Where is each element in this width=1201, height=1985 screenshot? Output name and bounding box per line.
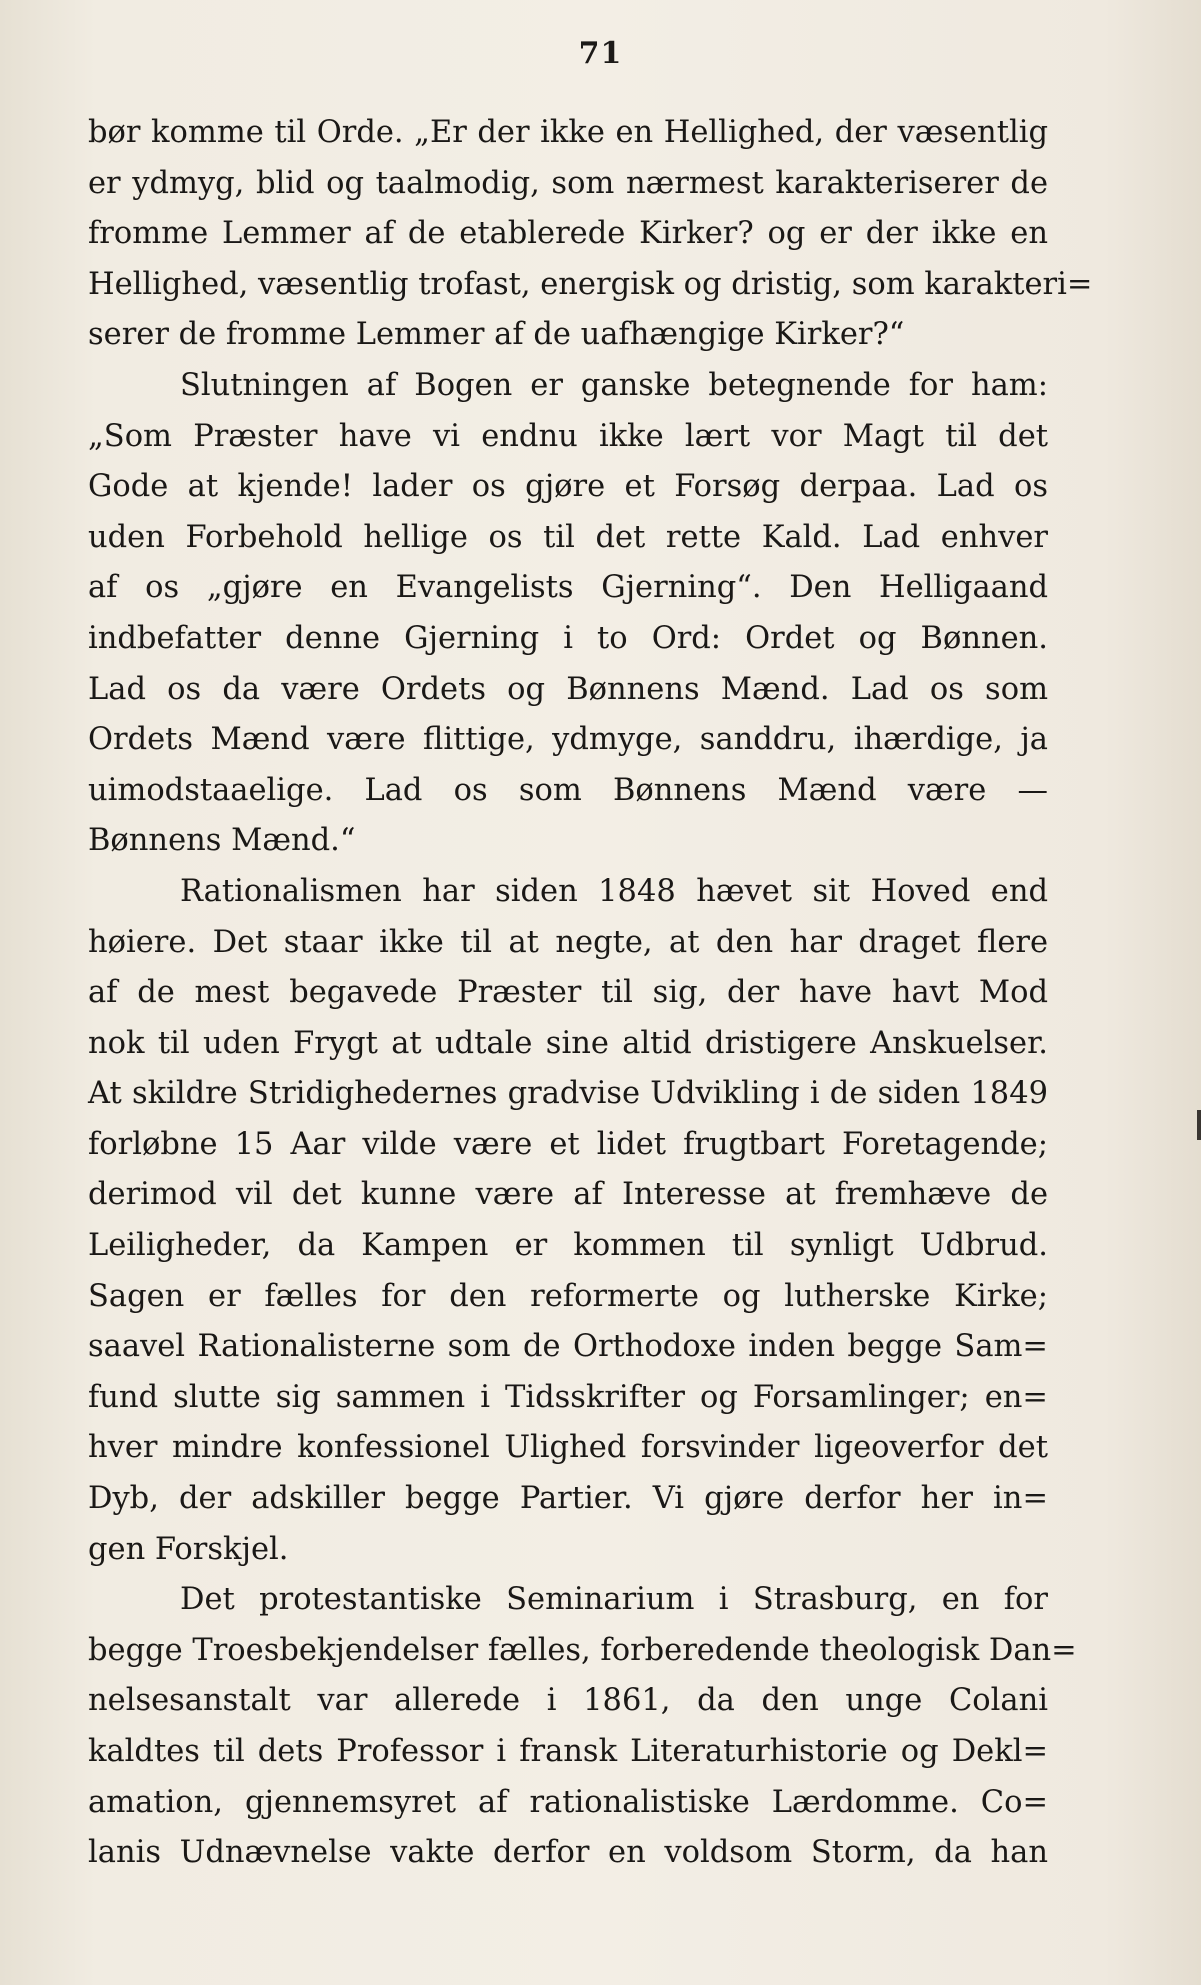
text-line: af de mest begavede Præster til sig, der have havt Mod	[88, 975, 1048, 1011]
text-line: serer de fromme Lemmer af de uafhængige Kirker?“	[88, 317, 905, 353]
text-line: begge Troesbekjendelser fælles, forberedende theologisk Dan=	[88, 1632, 1077, 1668]
text-line: fund slutte sig sammen i Tidsskrifter og Forsamlinger; en=	[88, 1379, 1048, 1415]
text-line: hver mindre konfessionel Ulighed forsvinder ligeoverfor det	[88, 1430, 1048, 1466]
text-line: Sagen er fælles for den reformerte og lutherske Kirke;	[88, 1278, 1048, 1314]
body-text	[88, 108, 1093, 1879]
text-line: At skildre Stridighedernes gradvise Udvikling i de siden 1849	[88, 1076, 1048, 1112]
paragraph-1	[88, 108, 1093, 361]
text-line: af os „gjøre en Evangelists Gjerning“. Den Helligaand	[88, 570, 1048, 606]
text-line: nelsesanstalt var allerede i 1861, da den unge Colani	[88, 1683, 1048, 1719]
text-line: Dyb, der adskiller begge Partier. Vi gjøre derfor her in=	[88, 1481, 1048, 1517]
text-line: Rationalismen har siden 1848 hævet sit Hoved end	[180, 873, 1048, 909]
text-line: Slutningen af Bogen er ganske betegnende for ham:	[180, 367, 1048, 403]
page-edge-mark	[1197, 1110, 1201, 1140]
text-line: høiere. Det staar ikke til at negte, at den har draget flere	[88, 924, 1048, 960]
text-line: Hellighed, væsentlig trofast, energisk og dristig, som karakteri=	[88, 266, 1093, 302]
text-line: Bønnens Mænd.“	[88, 823, 356, 859]
text-line: bør komme til Orde. „Er der ikke en Hellighed, der væsentlig	[88, 115, 1048, 150]
text-line: Ordets Mænd være flittige, ydmyge, sanddru, ihærdige, ja	[88, 722, 1048, 758]
text-line: kaldtes til dets Professor i fransk Literaturhistorie og Dekl=	[88, 1734, 1048, 1769]
text-line: Gode at kjende! lader os gjøre et Forsøg derpaa. Lad os	[88, 469, 1048, 505]
text-line: derimod vil det kunne være af Interesse at fremhæve de	[88, 1177, 1048, 1213]
text-line: Det protestantiske Seminarium i Strasburg, en for	[180, 1582, 1048, 1618]
paragraph-4	[88, 1575, 1077, 1879]
paragraph-2	[88, 361, 1048, 867]
text-line: Leiligheder, da Kampen er kommen til synligt Udbrud.	[88, 1228, 1048, 1264]
text-line: forløbne 15 Aar vilde være et lidet frugtbart Foretagende;	[88, 1126, 1048, 1162]
text-line: uimodstaaelige. Lad os som Bønnens Mænd være —	[88, 772, 1048, 808]
text-line: gen Forskjel.	[88, 1531, 289, 1567]
text-line: lanis Udnævnelse vakte derfor en voldsom Storm, da han	[88, 1835, 1048, 1871]
text-line: nok til uden Frygt at udtale sine altid dristigere Anskuelser.	[88, 1025, 1048, 1061]
text-line: er ydmyg, blid og taalmodig, som nærmest karakteriserer de	[88, 165, 1048, 201]
text-line: saavel Rationalisterne som de Orthodoxe inden begge Sam=	[88, 1329, 1048, 1365]
text-line: Lad os da være Ordets og Bønnens Mænd. Lad os som	[88, 671, 1048, 707]
text-line: fromme Lemmer af de etablerede Kirker? og er der ikke en	[88, 216, 1048, 252]
text-line: indbefatter denne Gjerning i to Ord: Ordet og Bønnen.	[88, 620, 1048, 656]
paragraph-3	[88, 867, 1048, 1575]
text-line: „Som Præster have vi endnu ikke lært vor Magt til det	[88, 418, 1048, 454]
text-line: amation, gjennemsyret af rationalistiske Lærdomme. Co=	[88, 1784, 1048, 1820]
page-number: 71	[578, 36, 623, 71]
text-line: uden Forbehold hellige os til det rette Kald. Lad enhver	[88, 519, 1048, 555]
